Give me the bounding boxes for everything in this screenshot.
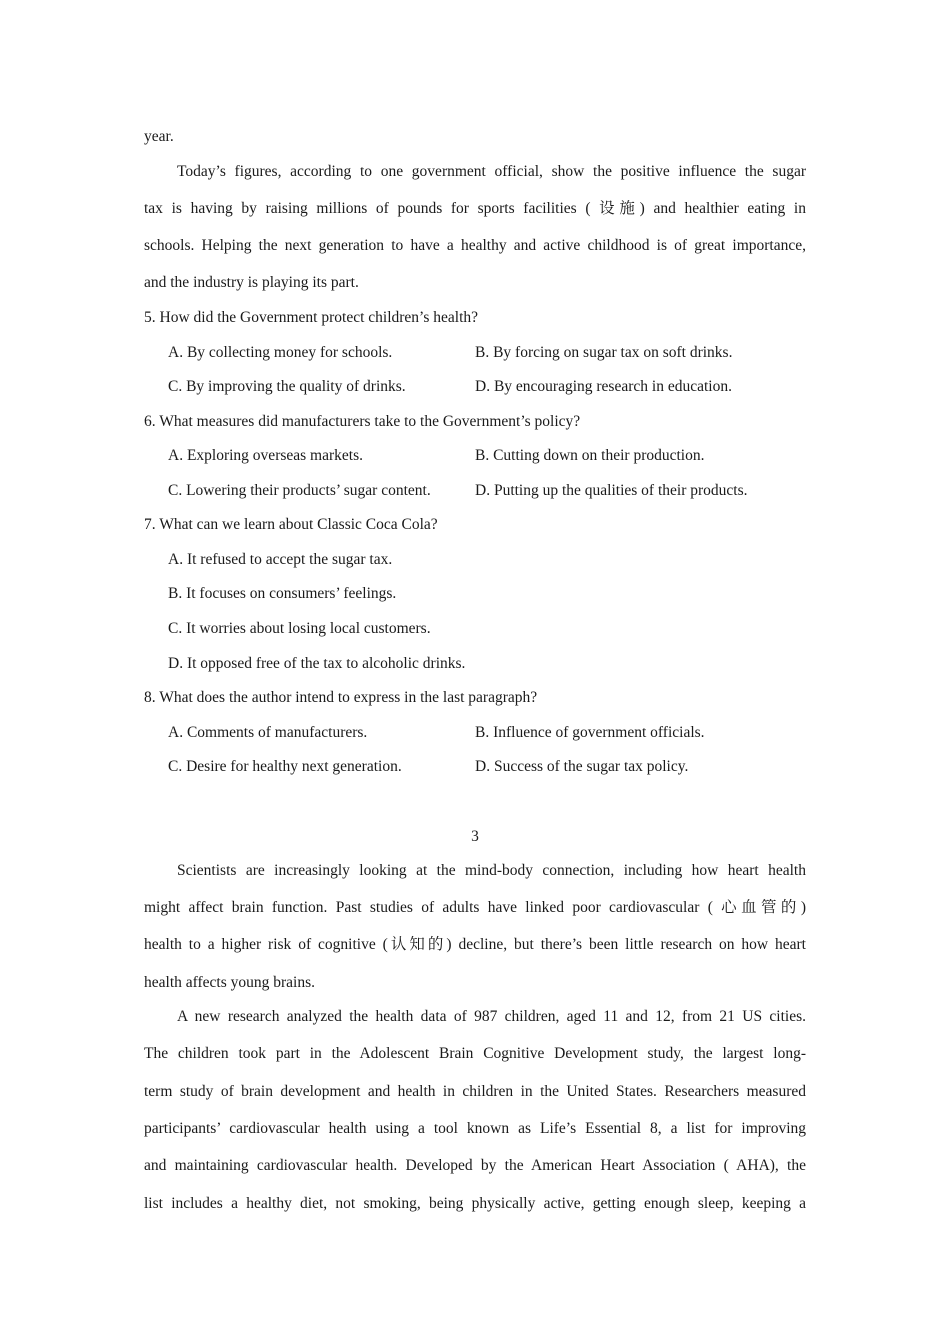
- passage-line: A new research analyzed the health data of 987 children, aged 11 and 12, from 21 US cities.: [177, 1008, 806, 1025]
- passage-line: Today’s figures, according to one government official, show the positive influence the sugar: [177, 163, 806, 180]
- question-5-option-a[interactable]: A. By collecting money for schools.: [168, 344, 393, 361]
- passage-line: Scientists are increasingly looking at the mind-body connection, including how heart health: [177, 862, 806, 879]
- question-6-stem: 6. What measures did manufacturers take to the Government’s policy?: [144, 413, 581, 430]
- question-7-option-b[interactable]: B. It focuses on consumers’ feelings.: [168, 585, 397, 602]
- passage-line: and the industry is playing its part.: [144, 274, 359, 291]
- question-5-option-d[interactable]: D. By encouraging research in education.: [475, 378, 732, 395]
- question-7-stem: 7. What can we learn about Classic Coca Cola?: [144, 516, 438, 533]
- passage-line: might affect brain function. Past studies of adults have linked poor cardiovascular ( 心血管的): [144, 899, 806, 916]
- section-number: 3: [471, 828, 479, 845]
- question-6-option-b[interactable]: B. Cutting down on their production.: [475, 447, 705, 464]
- question-6-option-d[interactable]: D. Putting up the qualities of their products.: [475, 482, 748, 499]
- passage-line: health affects young brains.: [144, 974, 316, 991]
- question-8-option-c[interactable]: C. Desire for healthy next generation.: [168, 758, 402, 775]
- question-8-option-a[interactable]: A. Comments of manufacturers.: [168, 724, 368, 741]
- question-7-option-a[interactable]: A. It refused to accept the sugar tax.: [168, 551, 393, 568]
- question-8-option-b[interactable]: B. Influence of government officials.: [475, 724, 705, 741]
- passage-line: schools. Helping the next generation to have a healthy and active childhood is of great importance,: [144, 237, 806, 254]
- question-5-stem: 5. How did the Government protect children’s health?: [144, 309, 479, 326]
- passage-line: The children took part in the Adolescent Brain Cognitive Development study, the largest long-: [144, 1045, 806, 1062]
- question-7-option-d[interactable]: D. It opposed free of the tax to alcoholic drinks.: [168, 655, 466, 672]
- question-8-option-d[interactable]: D. Success of the sugar tax policy.: [475, 758, 689, 775]
- question-6-option-c[interactable]: C. Lowering their products’ sugar content.: [168, 482, 431, 499]
- passage-line: year.: [144, 128, 174, 145]
- passage-line: tax is having by raising millions of pounds for sports facilities ( 设施) and healthier eating in: [144, 200, 806, 217]
- passage-line: and maintaining cardiovascular health. Developed by the American Heart Association ( AHA), the: [144, 1157, 806, 1174]
- passage-line: health to a higher risk of cognitive (认知的) decline, but there’s been little research on how heart: [144, 936, 806, 953]
- passage-line: term study of brain development and health in children in the United States. Researchers measured: [144, 1083, 806, 1100]
- question-5-option-c[interactable]: C. By improving the quality of drinks.: [168, 378, 406, 395]
- question-8-stem: 8. What does the author intend to express in the last paragraph?: [144, 689, 538, 706]
- question-5-option-b[interactable]: B. By forcing on sugar tax on soft drinks.: [475, 344, 733, 361]
- question-7-option-c[interactable]: C. It worries about losing local customers.: [168, 620, 431, 637]
- question-6-option-a[interactable]: A. Exploring overseas markets.: [168, 447, 363, 464]
- passage-line: participants’ cardiovascular health using a tool known as Life’s Essential 8, a list for improving: [144, 1120, 806, 1137]
- passage-line: list includes a healthy diet, not smoking, being physically active, getting enough sleep, keeping a: [144, 1195, 806, 1212]
